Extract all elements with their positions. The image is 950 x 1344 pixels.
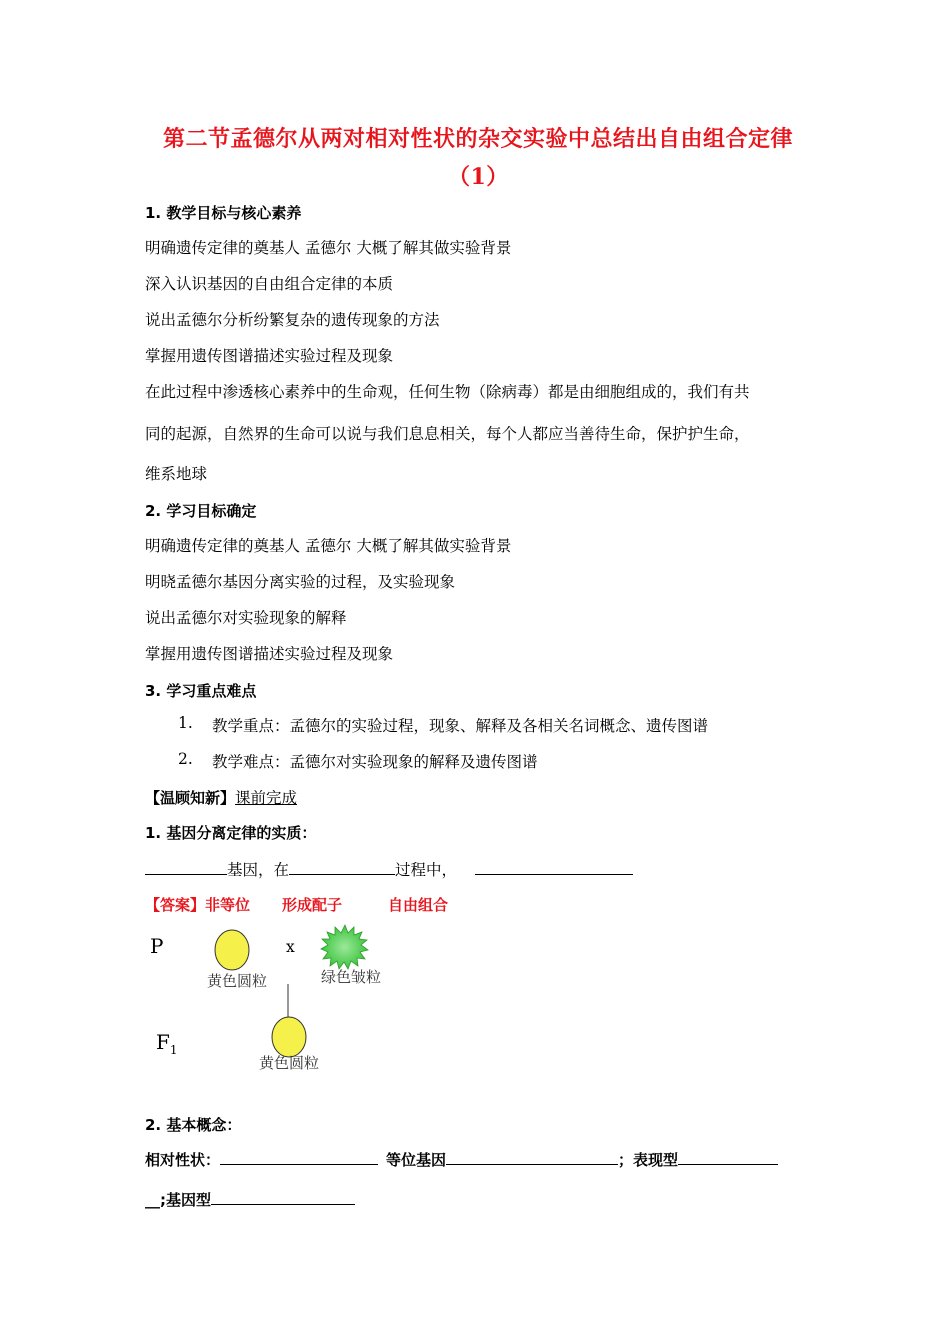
- f1-letter: F: [156, 1030, 170, 1054]
- concept-fill-line: [145, 1188, 355, 1210]
- text-line: 明确遗传定律的奠基人 孟德尔 大概了解其做实验背景: [145, 239, 512, 257]
- concept-label: __;基因型: [145, 1191, 211, 1209]
- review-label: [145, 786, 297, 808]
- text-line: 掌握用遗传图谱描述实验过程及现象: [145, 645, 394, 663]
- page-title-part: （1）: [448, 164, 509, 190]
- review-bracket-label: 【温顾知新】: [145, 789, 236, 807]
- section-heading: 2. 学习目标确定: [145, 502, 257, 520]
- list-item: 教学重点：孟德尔的实验过程，现象、解释及各相关名词概念、遗传图谱: [212, 717, 709, 735]
- answer-item: 非等位: [205, 896, 251, 914]
- blank-field[interactable]: [289, 858, 395, 875]
- concept-label: 等位基因: [386, 1151, 447, 1169]
- answer-label: 【答案】: [145, 896, 206, 914]
- blank-field[interactable]: [475, 858, 633, 875]
- blank-field[interactable]: [220, 1148, 378, 1165]
- question-heading: 2. 基本概念：: [145, 1116, 242, 1134]
- green-wrinkled-pea-icon: [320, 924, 370, 970]
- parent1-label: 黄色圆粒: [207, 972, 268, 990]
- answer-item: 形成配子: [282, 896, 343, 914]
- list-item-number: 2.: [178, 750, 193, 768]
- concept-label: 相对性状：: [145, 1151, 221, 1169]
- blank-field[interactable]: [145, 858, 227, 875]
- text-line: 深入认识基因的自由组合定律的本质: [145, 275, 394, 293]
- review-note: 课前完成: [235, 789, 298, 807]
- text-line: 同的起源，自然界的生命可以说与我们息息相关，每个人都应当善待生命，保护护生命，: [145, 425, 750, 443]
- section-heading: 3. 学习重点难点: [145, 682, 257, 700]
- concept-label: ；表现型: [618, 1151, 679, 1169]
- yellow-round-pea-icon: [215, 930, 249, 970]
- answer-item: 自由组合: [388, 896, 449, 914]
- text-line: 说出孟德尔对实验现象的解释: [145, 609, 347, 627]
- blank-field[interactable]: [211, 1188, 355, 1205]
- fill-text: 过程中，: [395, 861, 458, 879]
- list-item: 教学难点：孟德尔对实验现象的解释及遗传图谱: [212, 753, 538, 771]
- question-heading: 1. 基因分离定律的实质：: [145, 824, 317, 842]
- fill-in-line: [145, 858, 633, 880]
- f1-generation-label: [156, 1030, 178, 1057]
- cross-symbol: x: [286, 938, 295, 956]
- blank-field[interactable]: [678, 1148, 778, 1165]
- text-line: 明确遗传定律的奠基人 孟德尔 大概了解其做实验背景: [145, 537, 512, 555]
- parent2-label: 绿色皱粒: [321, 968, 382, 986]
- f1-subscript: 1: [169, 1043, 178, 1057]
- page-title: 第二节孟德尔从两对相对性状的杂交实验中总结出自由组合定律: [163, 126, 794, 152]
- offspring-label: 黄色圆粒: [259, 1054, 320, 1072]
- list-item-number: 1.: [178, 714, 193, 732]
- blank-field[interactable]: [446, 1148, 618, 1165]
- text-line: 在此过程中渗透核心素养中的生命观，任何生物（除病毒）都是由细胞组成的，我们有共: [145, 383, 750, 401]
- text-line: 说出孟德尔分析纷繁复杂的遗传现象的方法: [145, 311, 440, 329]
- p-generation-label: P: [150, 934, 164, 958]
- section-heading: 1. 教学目标与核心素养: [145, 204, 302, 222]
- fill-text: 基因，在: [227, 861, 290, 879]
- text-line: 掌握用遗传图谱描述实验过程及现象: [145, 347, 394, 365]
- yellow-round-pea-icon: [272, 1017, 306, 1057]
- text-line: 明晓孟德尔基因分离实验的过程，及实验现象: [145, 573, 456, 591]
- concept-fill-line: [145, 1148, 778, 1170]
- text-line: 维系地球: [145, 465, 208, 483]
- answer-line: [145, 894, 448, 915]
